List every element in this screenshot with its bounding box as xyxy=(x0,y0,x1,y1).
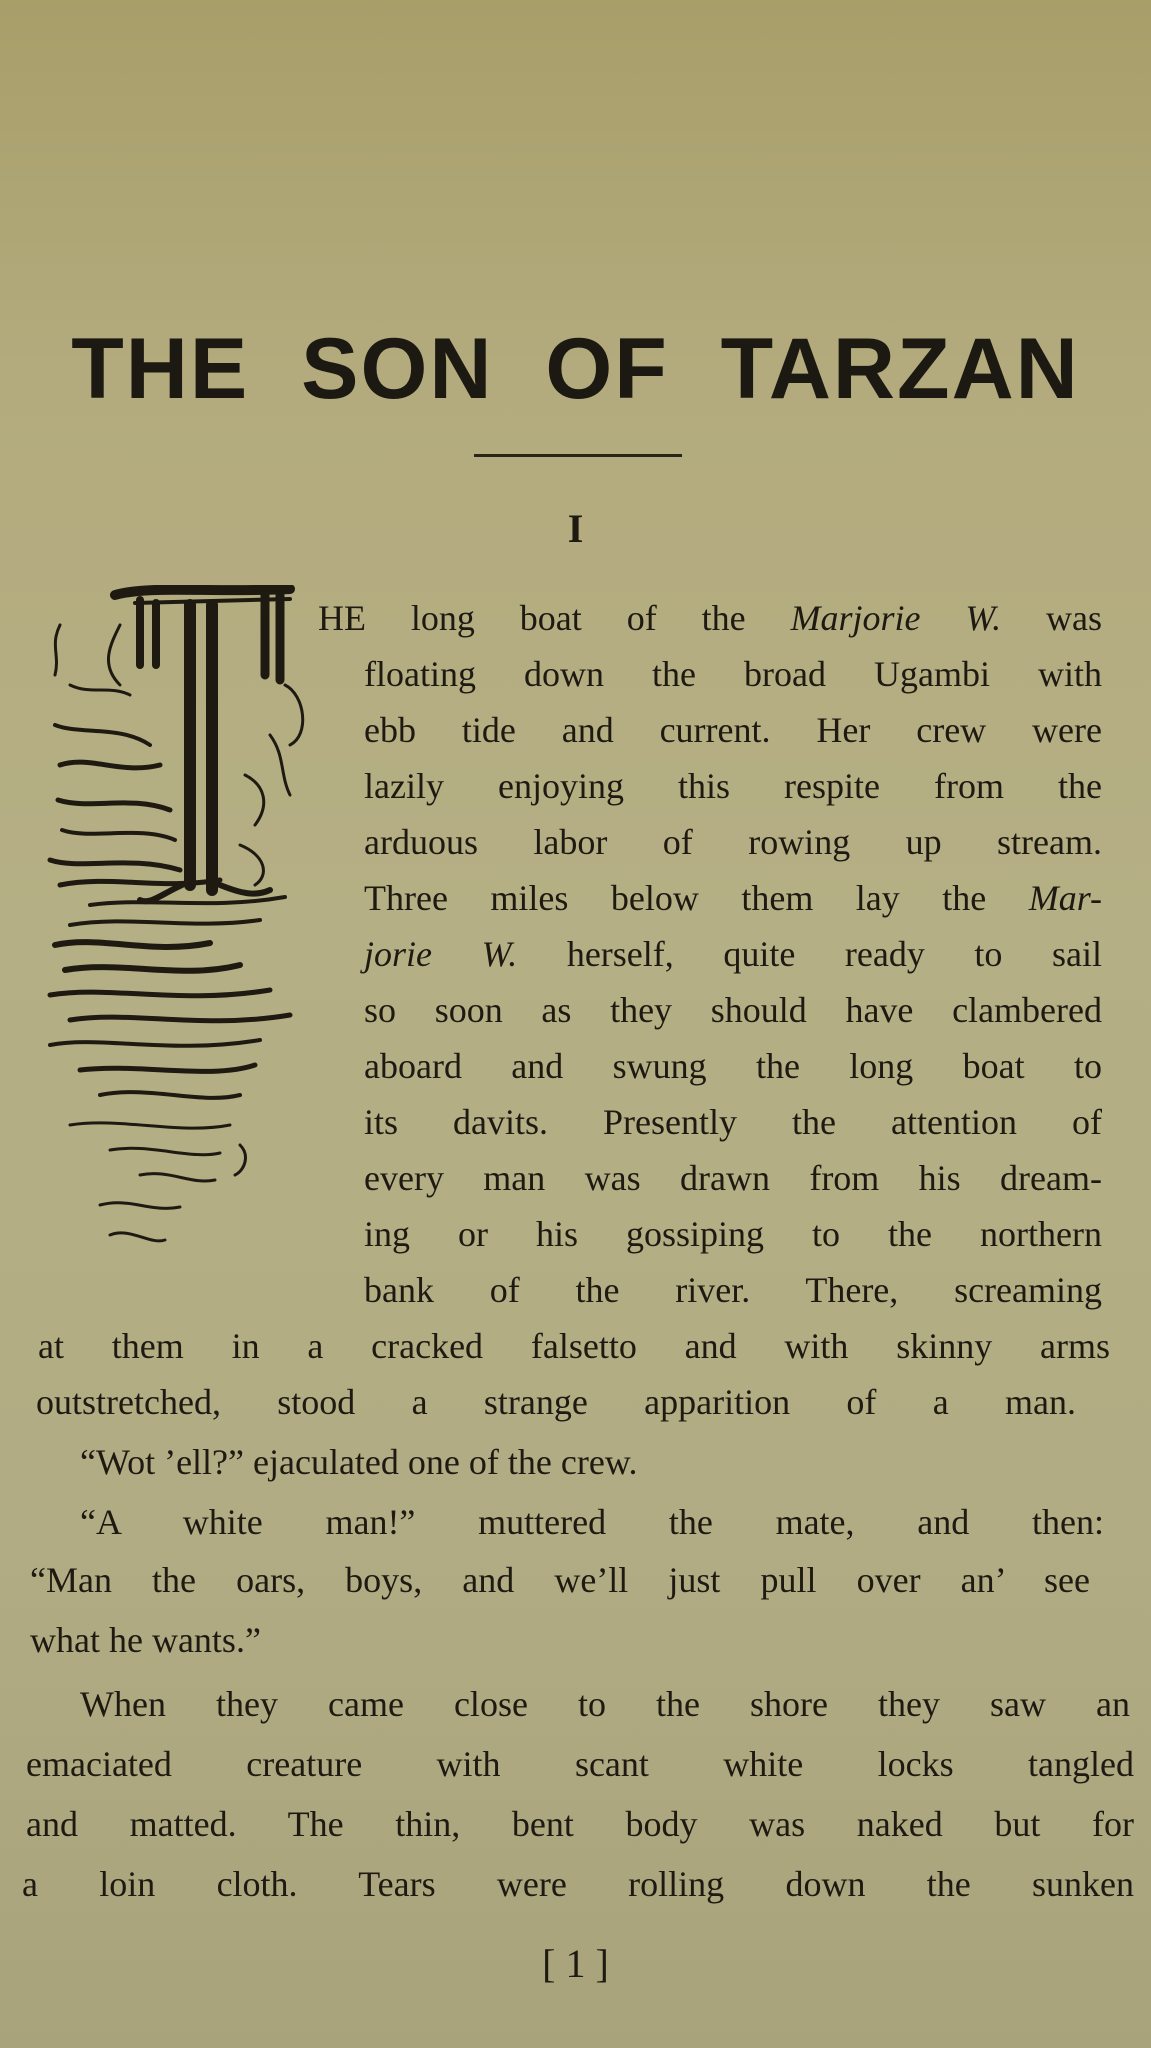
text-line-part: HE long boat of the xyxy=(318,598,791,638)
text-line-part: a loin cloth. Tears were rolling down the sunken xyxy=(22,1864,1134,1904)
text-line-part: arduous labor of rowing up stream. xyxy=(364,822,1102,862)
chapter-number: I xyxy=(567,506,584,551)
text-line xyxy=(364,1272,1102,1308)
text-line xyxy=(26,1806,1134,1842)
text-line-part: outstretched, stood a strange apparition of a man. xyxy=(36,1382,1076,1422)
title-divider xyxy=(474,454,682,457)
text-line-part: “A white man!” muttered the mate, and then: xyxy=(80,1502,1104,1542)
text-line-part: ebb tide and current. Her crew were xyxy=(364,710,1102,750)
text-line-part: was xyxy=(1001,598,1102,638)
book-title: THE SON OF TARZAN xyxy=(71,321,1080,417)
text-line-part: “Man the oars, boys, and we’ll just pull over an’ see xyxy=(30,1560,1090,1600)
text-line xyxy=(364,656,1102,692)
text-line-part: and matted. The thin, bent body was naked but for xyxy=(26,1804,1134,1844)
text-line-part: lazily enjoying this respite from the xyxy=(364,766,1102,806)
text-line-part: its davits. Presently the attention of xyxy=(364,1102,1102,1142)
text-line-part: When they came close to the shore they saw an xyxy=(80,1684,1130,1724)
text-line xyxy=(30,1622,1090,1658)
text-line xyxy=(364,1160,1102,1196)
text-line xyxy=(26,1746,1134,1782)
text-line-part: herself, quite ready to sail xyxy=(517,934,1102,974)
text-line-part: at them in a cracked falsetto and with skinny arms xyxy=(38,1326,1110,1366)
text-line xyxy=(36,1384,1076,1420)
text-line-part: emaciated creature with scant white locks tangled xyxy=(26,1744,1134,1784)
text-line-part: bank of the river. There, screaming xyxy=(364,1270,1102,1310)
text-line xyxy=(364,712,1102,748)
text-line-part: ing or his gossiping to the northern xyxy=(364,1214,1102,1254)
ship-name: Marjorie W. xyxy=(790,598,1002,638)
text-line xyxy=(364,936,1102,972)
text-line xyxy=(364,824,1102,860)
text-line-part: what he wants.” xyxy=(30,1620,261,1660)
text-line-part: so soon as they should have clambered xyxy=(364,990,1102,1030)
text-line xyxy=(364,1048,1102,1084)
text-line xyxy=(80,1444,1080,1480)
text-line xyxy=(364,880,1102,916)
text-line-part: Three miles below them lay the xyxy=(364,878,1029,918)
ship-name: jorie W. xyxy=(364,934,518,974)
text-line xyxy=(364,1216,1102,1252)
illuminated-drop-cap xyxy=(40,585,320,1285)
text-line xyxy=(318,600,1102,636)
page-number: [ 1 ] xyxy=(542,1941,609,1986)
text-line xyxy=(364,992,1102,1028)
text-line xyxy=(364,1104,1102,1140)
ship-name: Mar- xyxy=(1028,878,1102,918)
text-line xyxy=(80,1686,1130,1722)
text-line-part: floating down the broad Ugambi with xyxy=(364,654,1102,694)
text-line xyxy=(30,1562,1090,1598)
text-line xyxy=(80,1504,1104,1540)
text-line-part: “Wot ’ell?” ejaculated one of the crew. xyxy=(80,1442,638,1482)
text-line xyxy=(38,1328,1110,1364)
text-line-part: every man was drawn from his dream- xyxy=(364,1158,1102,1198)
text-line xyxy=(364,768,1102,804)
text-line xyxy=(22,1866,1134,1902)
text-line-part: aboard and swung the long boat to xyxy=(364,1046,1102,1086)
